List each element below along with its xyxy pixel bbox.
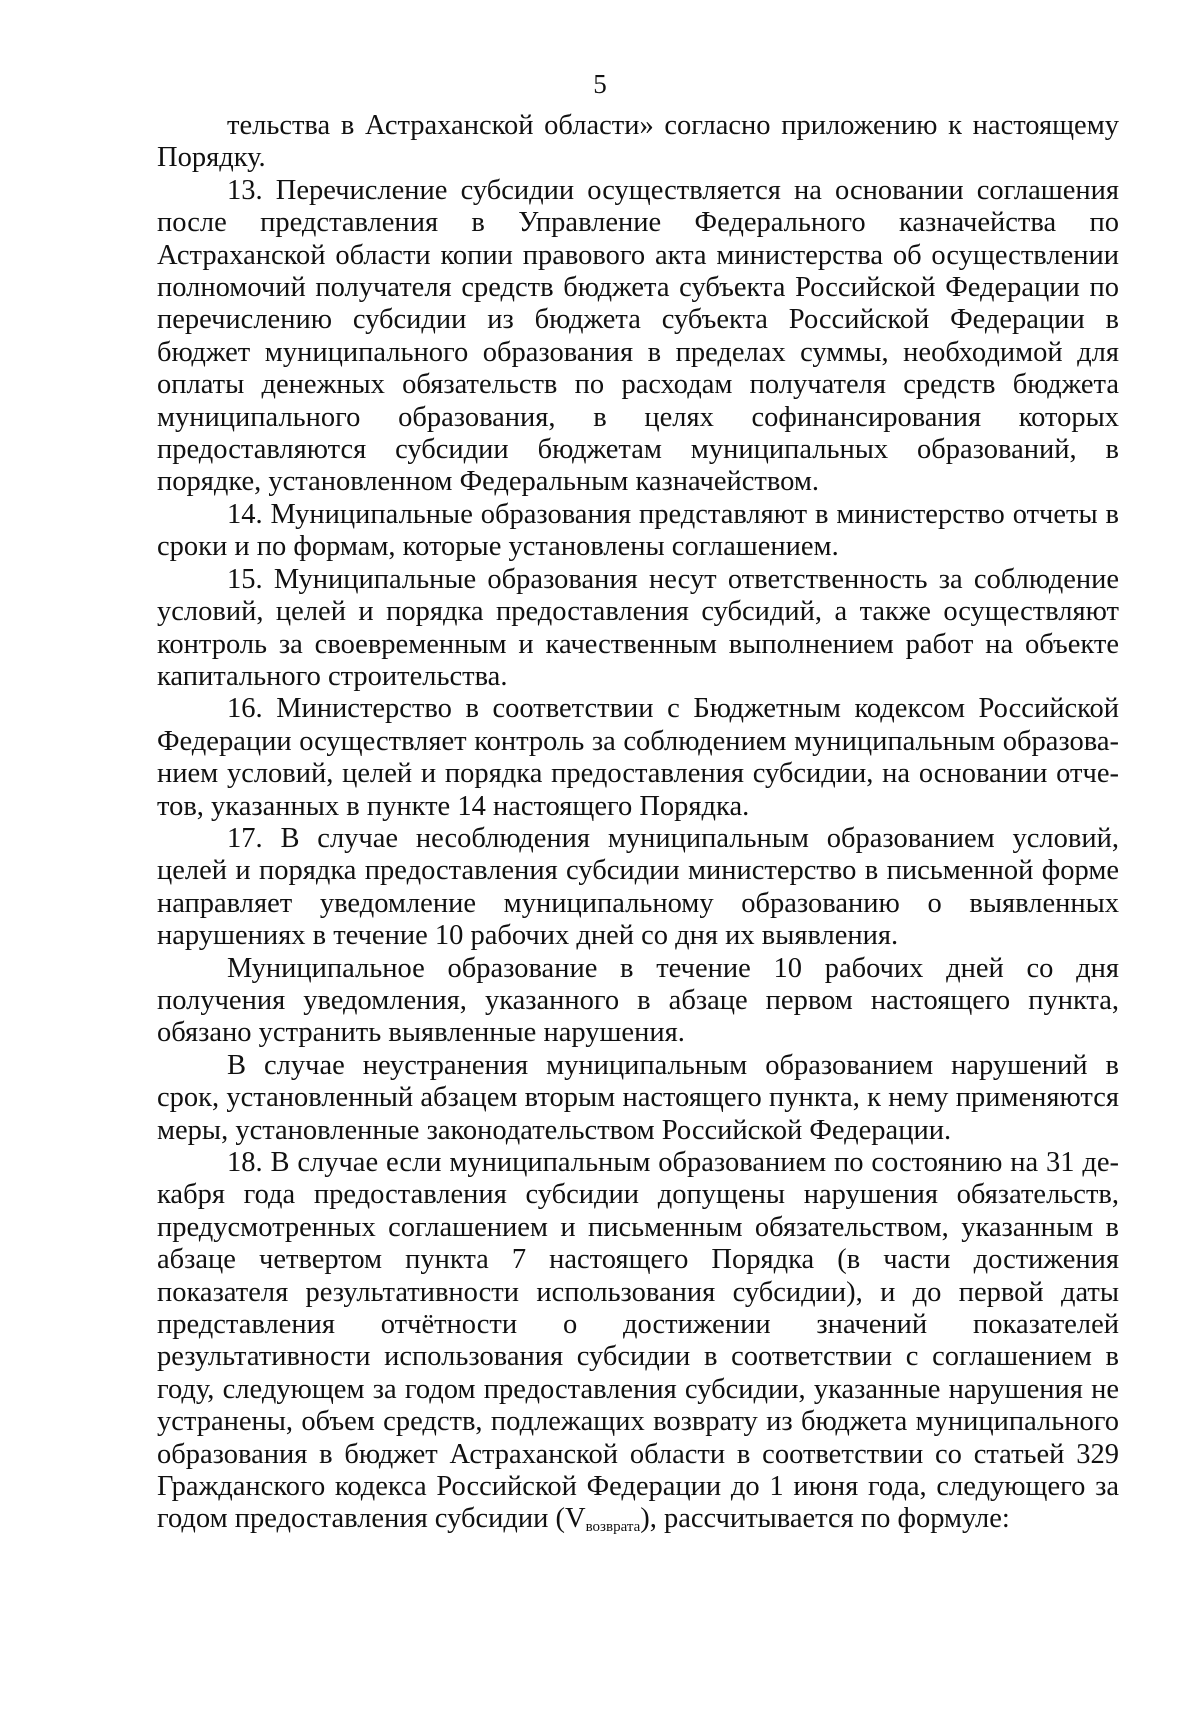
paragraph-13: 13. Перечисление субсидии осуществляется на основании соглашения после представления в Управление Федерального казначейства по Астраханской области копии правового акта министерства об осуществлении полномочий получателя средств бюджета субъекта Российской Федерации по перечислению субсидии из бюджета субъекта Российской Федерации в бюджет муниципального образования в пределах суммы, необходимой для оплаты денежных обязательств по расходам получателя средств бюджета муниципального образования, в целях софинансирования которых предоставляются субсидии бюджетам муниципальных образований, в порядке, установленном Федеральным казначейством. xyxy=(157,174,1119,498)
formula-variable: V xyxy=(564,1503,586,1535)
document-body xyxy=(157,110,1119,1544)
paragraph-17-third: В случае неустранения муниципальным образованием нарушений в срок, установленный абзацем вторым настоящего пункта, к нему применяются меры, установленные законодательством Российской Федерации. xyxy=(157,1049,1119,1146)
paragraph-17-second: Муниципальное образование в течение 10 рабочих дней со дня получения уведомления, указанного в абзаце первом настоящего пункта, обязано устранить выявленные нарушения. xyxy=(157,952,1119,1049)
paragraph-17: 17. В случае несоблюдения муниципальным образованием условий, целей и порядка предоставления субсидии министерство в письменной форме направляет уведомление муниципальному образованию о выявленных нарушениях в течение 10 рабочих дней со дня их выявления. xyxy=(157,822,1119,952)
paragraph-18 xyxy=(157,1147,1119,1544)
paragraph-18-tail: ), рассчитывается по формуле: xyxy=(640,1503,1010,1535)
paragraph-15: 15. Муниципальные образования несут ответственность за соблюдение условий, целей и порядка предоставления субсидий, а также осуществляют контроль за своевременным и качественным выполнением работ на объекте капитального строительства. xyxy=(157,563,1119,692)
paragraph-continuation: тельства в Астраханской области» согласно приложению к настоящему Порядку. xyxy=(157,110,1119,174)
page-number: 5 xyxy=(593,69,607,99)
paragraph-18-main: 18. В случае если муниципальным образованием по состоянию на 31 декабря года предоставления субсидии допущены нарушения обязательств, предусмотренных соглашением и письменным обязательством, указанным в абзаце четвертом пункта 7 настоящего Порядка (в части достижения показателя результативности использования субсидии), и до первой даты представления отчётности о достижении значений показателей результативности использования субсидии в соответствии с соглашением в году, следующем за годом предоставления субсидии, указанные нарушения не устранены, объем средств, подлежащих возврату из бюджета муниципального образования в бюджет Астраханской области в соответствии со статьей 329 Гражданского кодекса Российской Федерации до 1 июня года, следующего за годом предоставления субсидии ( xyxy=(157,1147,1119,1535)
paragraph-14: 14. Муниципальные образования представляют в министерство отчеты в сроки и по формам, которые установлены соглашением. xyxy=(157,498,1119,563)
paragraph-16: 16. Министерство в соответствии с Бюджетным кодексом Российской Федерации осуществляет контроль за соблюдением муниципальным образованием условий, целей и порядка предоставления субсидии, на основании отчетов, указанных в пункте 14 настоящего Порядка. xyxy=(157,693,1119,822)
formula-variable-subscript: возврата xyxy=(585,1519,641,1536)
